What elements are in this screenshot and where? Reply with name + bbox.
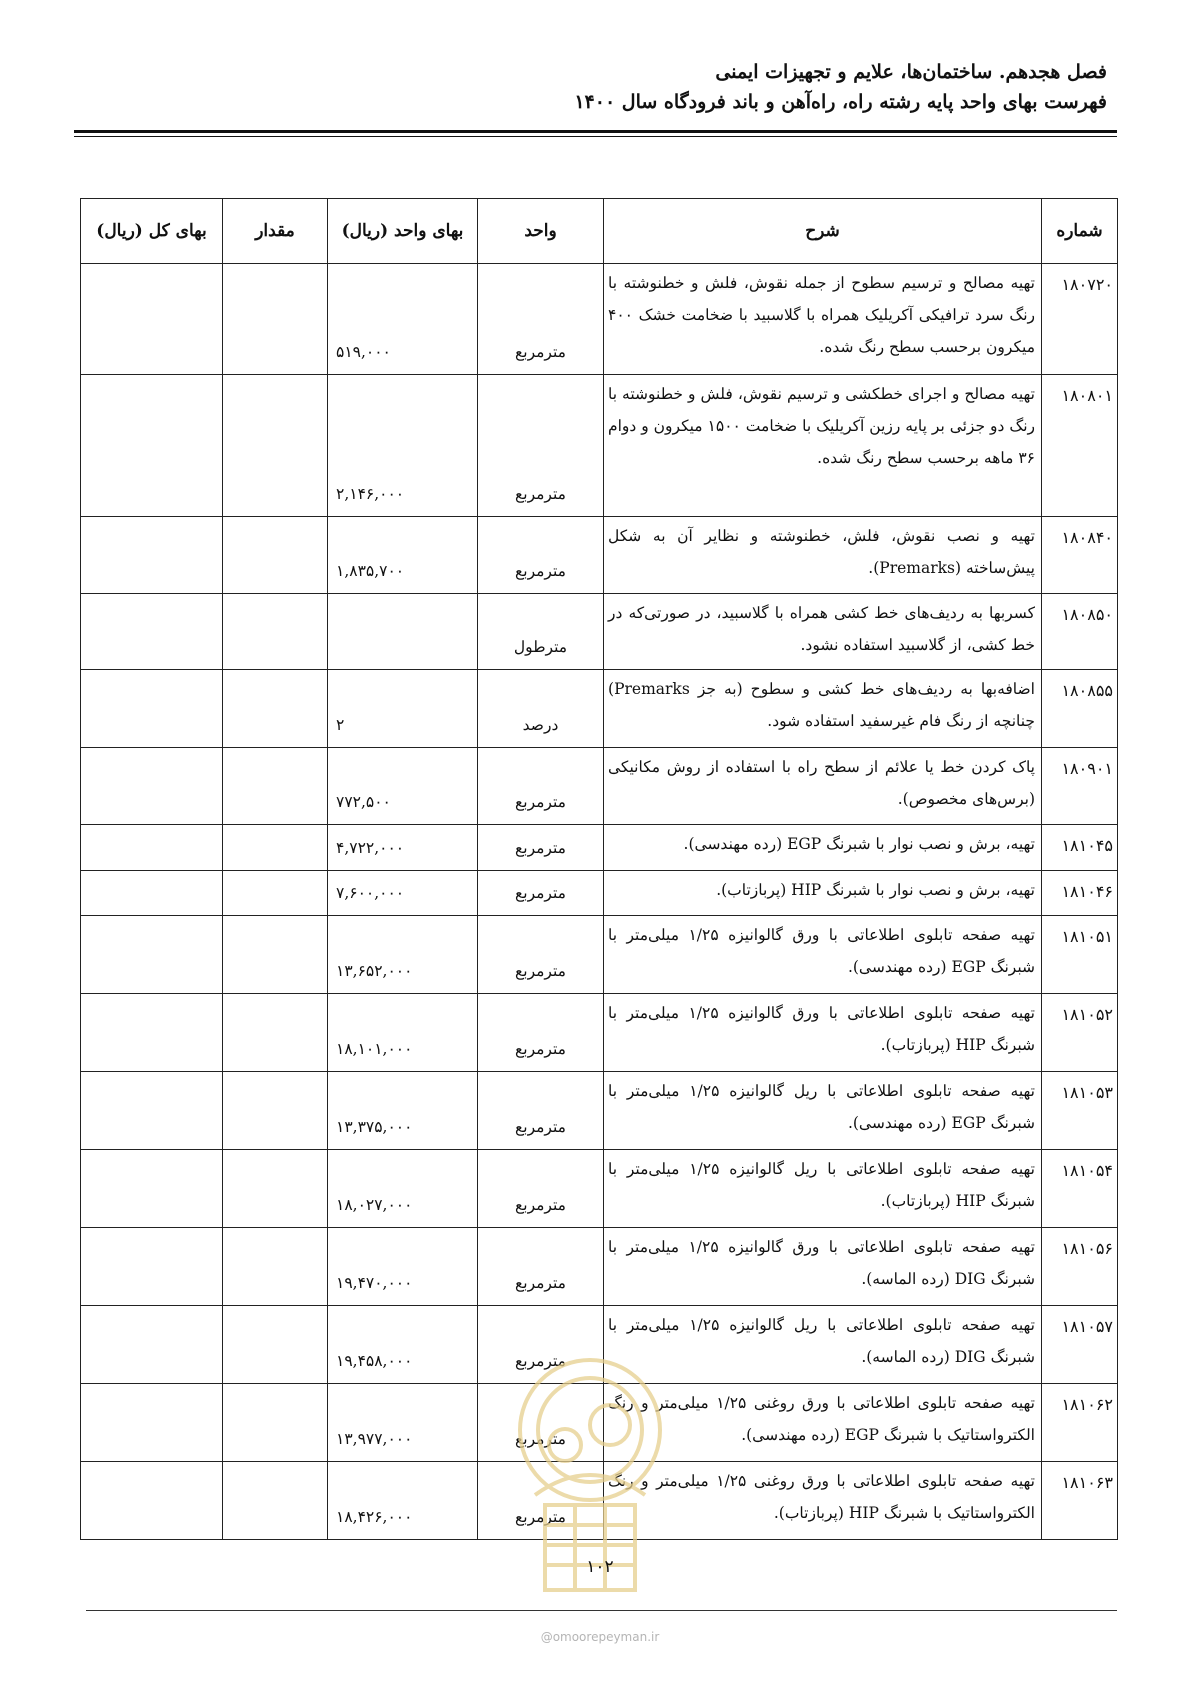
item-description: تهیه مصالح و ترسیم سطوح از جمله نقوش، فلش و خطنوشته با رنگ سرد ترافیکی آکریلیک همراه با گلاسبید با ضخامت خشک ۴۰۰ میکرون برحسب سطح رنگ شده. (604, 264, 1042, 375)
table-row (81, 517, 1118, 594)
item-description: تهیه، برش و نصب نوار با شبرنگ EGP (رده مهندسی). (604, 825, 1042, 871)
table-row (81, 871, 1118, 916)
page-number: ۱۰۲ (586, 1557, 614, 1577)
item-unit-price: ۱۳,۹۷۷,۰۰۰ (328, 1384, 478, 1462)
item-description: تهیه صفحه تابلوی اطلاعاتی با ورق گالوانیزه ۱/۲۵ میلی‌متر با شبرنگ EGP (رده مهندسی). (604, 916, 1042, 994)
item-code: ۱۸۱۰۵۳ (1042, 1072, 1118, 1150)
item-total-price (81, 748, 223, 825)
item-unit: مترمربع (478, 517, 604, 594)
item-quantity (223, 375, 328, 517)
item-quantity (223, 1306, 328, 1384)
item-quantity (223, 1462, 328, 1540)
table-row (81, 1306, 1118, 1384)
table-row (81, 264, 1118, 375)
item-total-price (81, 594, 223, 670)
item-total-price (81, 517, 223, 594)
item-unit: مترمربع (478, 1384, 604, 1462)
item-code: ۱۸۱۰۶۳ (1042, 1462, 1118, 1540)
item-total-price (81, 825, 223, 871)
header-total-price: بهای کل (ریال) (81, 199, 223, 264)
header-unit-price: بهای واحد (ریال) (328, 199, 478, 264)
item-code: ۱۸۱۰۵۱ (1042, 916, 1118, 994)
item-description: کسربها به ردیف‌های خط کشی همراه با گلاسبید، در صورتی‌که در خط کشی، از گلاسبید استفاده نشود. (604, 594, 1042, 670)
item-description: تهیه صفحه تابلوی اطلاعاتی با ریل گالوانیزه ۱/۲۵ میلی‌متر با شبرنگ DIG (رده الماسه). (604, 1306, 1042, 1384)
item-code: ۱۸۰۸۵۰ (1042, 594, 1118, 670)
header-rule-thin (74, 136, 1117, 137)
item-unit-price: ۷,۶۰۰,۰۰۰ (328, 871, 478, 916)
table-row (81, 375, 1118, 517)
item-description: تهیه و نصب نقوش، فلش، خطنوشته و نظایر آن به شکل پیش‌ساخته (Premarks). (604, 517, 1042, 594)
header-quantity: مقدار (223, 199, 328, 264)
item-total-price (81, 1072, 223, 1150)
header-rule-thick (74, 130, 1117, 133)
item-unit-price: ۴,۷۲۲,۰۰۰ (328, 825, 478, 871)
chapter-title: فصل هجدهم. ساختمان‌ها، علایم و تجهیزات ایمنی (715, 61, 1107, 83)
item-unit: مترطول (478, 594, 604, 670)
item-description: اضافه‌بها به ردیف‌های خط کشی و سطوح (به جز Premarks) چنانچه از رنگ فام غیرسفید استفاده شود. (604, 670, 1042, 748)
item-unit-price: ۵۱۹,۰۰۰ (328, 264, 478, 375)
table-row (81, 1228, 1118, 1306)
item-quantity (223, 1228, 328, 1306)
item-quantity (223, 670, 328, 748)
header-description: شرح (604, 199, 1042, 264)
table-header-row (81, 199, 1118, 264)
item-unit-price: ۷۷۲,۵۰۰ (328, 748, 478, 825)
item-unit: مترمربع (478, 916, 604, 994)
table-row (81, 825, 1118, 871)
item-description: تهیه صفحه تابلوی اطلاعاتی با ورق روغنی ۱/۲۵ میلی‌متر و رنگ الکترواستاتیک با شبرنگ HIP (پربازتاب). (604, 1462, 1042, 1540)
item-quantity (223, 994, 328, 1072)
item-code: ۱۸۱۰۵۲ (1042, 994, 1118, 1072)
item-description: تهیه، برش و نصب نوار با شبرنگ HIP (پربازتاب). (604, 871, 1042, 916)
item-code: ۱۸۱۰۴۵ (1042, 825, 1118, 871)
item-quantity (223, 1150, 328, 1228)
item-code: ۱۸۰۸۰۱ (1042, 375, 1118, 517)
item-code: ۱۸۱۰۵۷ (1042, 1306, 1118, 1384)
item-description: تهیه صفحه تابلوی اطلاعاتی با ورق گالوانیزه ۱/۲۵ میلی‌متر با شبرنگ DIG (رده الماسه). (604, 1228, 1042, 1306)
item-code: ۱۸۱۰۵۴ (1042, 1150, 1118, 1228)
item-description: تهیه صفحه تابلوی اطلاعاتی با ریل گالوانیزه ۱/۲۵ میلی‌متر با شبرنگ HIP (پربازتاب). (604, 1150, 1042, 1228)
item-code: ۱۸۱۰۶۲ (1042, 1384, 1118, 1462)
item-code: ۱۸۰۷۲۰ (1042, 264, 1118, 375)
header-code: شماره (1042, 199, 1118, 264)
item-quantity (223, 871, 328, 916)
item-unit: درصد (478, 670, 604, 748)
item-unit: مترمربع (478, 994, 604, 1072)
site-watermark: @omoorepeyman.ir (540, 1630, 660, 1644)
item-unit: مترمربع (478, 1462, 604, 1540)
item-unit: مترمربع (478, 1150, 604, 1228)
header-unit: واحد (478, 199, 604, 264)
item-unit: مترمربع (478, 871, 604, 916)
item-code: ۱۸۱۰۵۶ (1042, 1228, 1118, 1306)
item-total-price (81, 994, 223, 1072)
item-unit-price: ۱۳,۶۵۲,۰۰۰ (328, 916, 478, 994)
table-row (81, 748, 1118, 825)
item-unit: مترمربع (478, 1228, 604, 1306)
item-unit-price: ۲ (328, 670, 478, 748)
item-description: تهیه صفحه تابلوی اطلاعاتی با ورق روغنی ۱/۲۵ میلی‌متر و رنگ الکترواستاتیک با شبرنگ EGP (رده مهندسی). (604, 1384, 1042, 1462)
item-unit-price: ۱,۸۳۵,۷۰۰ (328, 517, 478, 594)
item-description: تهیه صفحه تابلوی اطلاعاتی با ریل گالوانیزه ۱/۲۵ میلی‌متر با شبرنگ EGP (رده مهندسی). (604, 1072, 1042, 1150)
item-unit-price: ۱۹,۴۵۸,۰۰۰ (328, 1306, 478, 1384)
item-total-price (81, 264, 223, 375)
price-list-title: فهرست بهای واحد پایه رشته راه، راه‌آهن و باند فرودگاه سال ۱۴۰۰ (574, 91, 1107, 113)
item-unit-price: ۱۸,۴۲۶,۰۰۰ (328, 1462, 478, 1540)
page-header (77, 58, 1107, 118)
item-quantity (223, 748, 328, 825)
item-unit-price: ۱۹,۴۷۰,۰۰۰ (328, 1228, 478, 1306)
item-total-price (81, 1462, 223, 1540)
item-total-price (81, 1228, 223, 1306)
item-description: پاک کردن خط یا علائم از سطح راه با استفاده از روش مکانیکی (برس‌های مخصوص). (604, 748, 1042, 825)
item-total-price (81, 375, 223, 517)
table-row (81, 594, 1118, 670)
item-unit: مترمربع (478, 825, 604, 871)
table-row (81, 1384, 1118, 1462)
item-description: تهیه صفحه تابلوی اطلاعاتی با ورق گالوانیزه ۱/۲۵ میلی‌متر با شبرنگ HIP (پربازتاب). (604, 994, 1042, 1072)
item-quantity (223, 916, 328, 994)
table-row (81, 994, 1118, 1072)
item-quantity (223, 1384, 328, 1462)
item-unit-price: ۱۸,۰۲۷,۰۰۰ (328, 1150, 478, 1228)
item-unit-price: ۱۸,۱۰۱,۰۰۰ (328, 994, 478, 1072)
table-row (81, 1150, 1118, 1228)
footer-rule (86, 1610, 1117, 1611)
table-row (81, 916, 1118, 994)
item-total-price (81, 1150, 223, 1228)
table-row (81, 1072, 1118, 1150)
item-unit: مترمربع (478, 1072, 604, 1150)
item-total-price (81, 670, 223, 748)
item-code: ۱۸۰۸۴۰ (1042, 517, 1118, 594)
item-code: ۱۸۱۰۴۶ (1042, 871, 1118, 916)
item-unit-price (328, 594, 478, 670)
item-code: ۱۸۰۹۰۱ (1042, 748, 1118, 825)
item-code: ۱۸۰۸۵۵ (1042, 670, 1118, 748)
item-description: تهیه مصالح و اجرای خطکشی و ترسیم نقوش، فلش و خطنوشته با رنگ دو جزئی بر پایه رزین آکریلیک با ضخامت ۱۵۰۰ میکرون و دوام ۳۶ ماهه برحسب سطح رنگ شده. (604, 375, 1042, 517)
item-quantity (223, 1072, 328, 1150)
item-quantity (223, 825, 328, 871)
item-unit: مترمربع (478, 1306, 604, 1384)
item-quantity (223, 264, 328, 375)
item-unit: مترمربع (478, 748, 604, 825)
item-total-price (81, 1384, 223, 1462)
item-total-price (81, 1306, 223, 1384)
item-unit: مترمربع (478, 375, 604, 517)
item-unit: مترمربع (478, 264, 604, 375)
item-total-price (81, 916, 223, 994)
table-row (81, 1462, 1118, 1540)
item-unit-price: ۱۳,۳۷۵,۰۰۰ (328, 1072, 478, 1150)
item-unit-price: ۲,۱۴۶,۰۰۰ (328, 375, 478, 517)
price-table (80, 198, 1118, 1540)
item-quantity (223, 517, 328, 594)
table-row (81, 670, 1118, 748)
item-quantity (223, 594, 328, 670)
item-total-price (81, 871, 223, 916)
